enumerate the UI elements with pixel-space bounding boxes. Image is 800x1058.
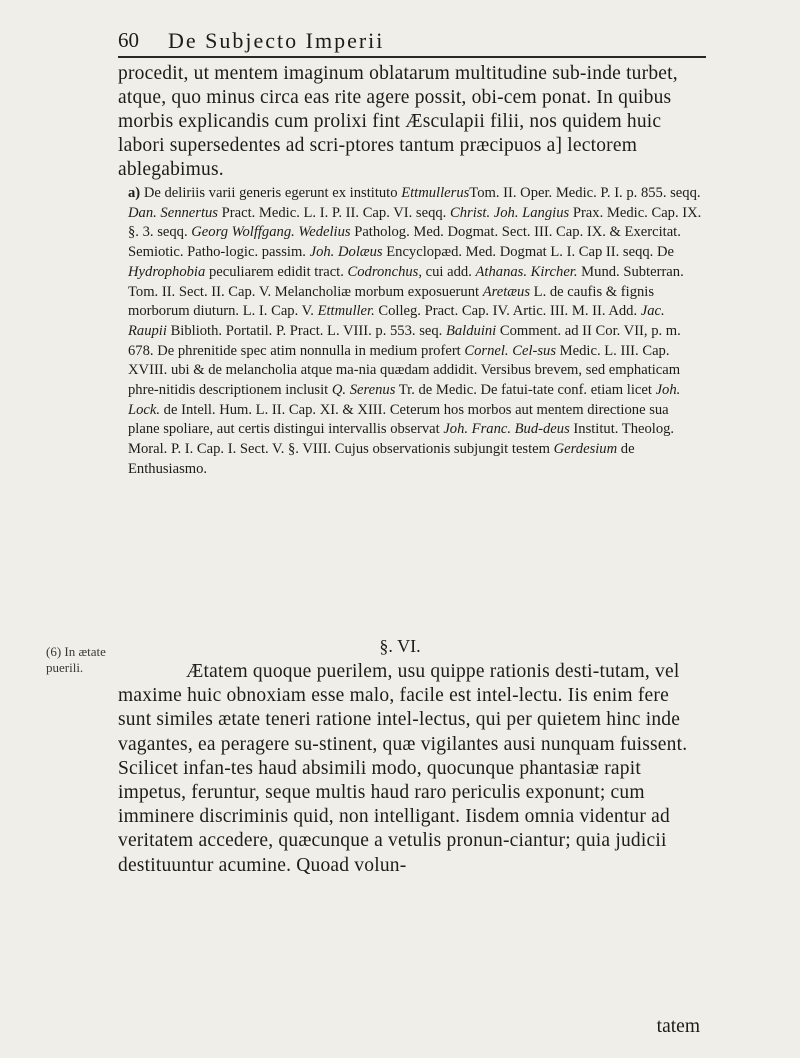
- cited-author: Q. Serenus: [331, 382, 396, 399]
- footnote-text: Prax. Medic. Cap. IX. §. 3. seqq.: [128, 204, 702, 241]
- footnote-text: Tr. de Medic. De fatui-tate conf. etiam licet: [395, 382, 656, 399]
- second-paragraph: Ætatem quoque puerilem, usu quippe rationis desti-tutam, vel maxime huic obnoxiam esse malo, facile est intel-lectu. Iis enim fere sunt similes ætate teneri ratione intel-lectus, qui per quietem hinc inde vagantes, ea peragere su-stinent, quæ vigilantes ausi nunquam fuissent. Scilicet infan-tes haud absimili modo, quocunque phantasiæ rapit impetus, feruntur, seque multis haud raro periculis exponunt; cum imminere discriminis quid, non intelligant. Iisdem omnia videntur ad veritatem accedere, quæcunque a vetulis pronun-ciantur; quia judicii destituuntur acumine. Quoad volun-: [118, 661, 688, 876]
- page-header: [118, 26, 706, 58]
- footnote-text: de Enthusiasmo.: [128, 441, 635, 477]
- cited-author: Balduini: [445, 322, 497, 339]
- cited-topic: Hydrophobia: [128, 263, 206, 280]
- footnote-text: De deliriis varii generis egerunt ex instituto: [143, 185, 402, 201]
- cited-author: Dan. Sennertus: [128, 204, 218, 221]
- footnote-text: Pract. Medic. L. I. P. II. Cap. VI. seqq.: [218, 204, 450, 221]
- cited-author: Codronchus: [347, 263, 419, 280]
- main-paragraph: procedit, ut mentem imaginum oblatarum multitudine sub-inde turbet, atque, quo minus circa eas rite agere possit, obi-cem ponat. In quibus morbis explicandis cum prolixi fint Æsculapii filii, nos quidem huic labori supersedentes ad scri-ptores tantum præcipuos a] lectorem ablegabimus.: [118, 63, 678, 180]
- footnote-text: Colleg. Pract. Cap. IV. Artic. III. M. II. Add.: [374, 303, 641, 320]
- footnote-text: Medic. L. III. Cap. XVIII. ubi & de melancholia atque ma-nia quædam addidit. Versibus brevem, sed emphaticam phre-nitidis descriptionem inclusit: [128, 342, 681, 399]
- footnote-text: Comment. ad II Cor. VII, p. m. 678. De phrenitide spec atim nonnulla in medium profert: [128, 322, 681, 359]
- footnote-text: peculiarem edidit tract.: [205, 263, 348, 280]
- footnote-text: de Intell. Hum. L. II. Cap. XI. & XIII. Ceterum hos morbos aut mentem directione sua plane spoliare, aut certis distingui intervallis observat: [128, 401, 669, 438]
- footnote-marker: a): [128, 185, 141, 201]
- running-title: De Subjecto Imperii: [168, 28, 385, 53]
- catchword: tatem: [656, 1016, 700, 1037]
- cited-author: Jac. Raupii: [128, 303, 665, 339]
- section-number: §. VI.: [379, 636, 421, 656]
- footnote-text: Encyclopæd. Med. Dogmat L. I. Cap II. seqq. De: [382, 244, 674, 261]
- cited-author: Cornel. Cel-sus: [464, 342, 557, 359]
- footnote-text: Patholog. Med. Dogmat. Sect. III. Cap. IX. & Exercitat. Semiotic. Patho-logic. passim.: [128, 224, 681, 261]
- footnote: [128, 184, 702, 480]
- footnote-text: Mund. Subterran. Tom. II. Sect. II. Cap. V. Melancholiæ morbum exposuerunt: [128, 263, 684, 300]
- cited-author: Aretæus: [482, 283, 531, 300]
- margin-note: (6) In ætate puerili.: [46, 644, 106, 675]
- cited-author: Gerdesium: [553, 441, 618, 458]
- cited-author: Athanas. Kircher.: [475, 263, 578, 280]
- cited-author: Ettmuller.: [317, 303, 375, 320]
- page-number: 60: [118, 28, 139, 52]
- cited-author: Ettmullerus: [401, 185, 470, 201]
- footnote-text: L. de caufis & fignis morborum diuturn. L. I. Cap. V.: [128, 283, 655, 320]
- footnote-text: Institut. Theolog. Moral. P. I. Cap. I. Sect. V. §. VIII. Cujus observationis subjungit testem: [128, 421, 675, 458]
- cited-author: Christ. Joh. Langius: [449, 204, 570, 221]
- cited-author: Joh. Dolæus: [309, 244, 383, 261]
- cited-author: Joh. Lock.: [128, 382, 681, 418]
- footnote-text: , cui add.: [418, 263, 476, 280]
- cited-author: Georg Wolffgang. Wedelius: [191, 224, 351, 241]
- footnote-text: Tom. II. Oper. Medic. P. I. p. 855. seqq.: [469, 185, 701, 201]
- cited-author: Joh. Franc. Bud-deus: [443, 421, 570, 438]
- footnote-text: Biblioth. Portatil. P. Pract. L. VIII. p. 553. seq.: [166, 322, 446, 339]
